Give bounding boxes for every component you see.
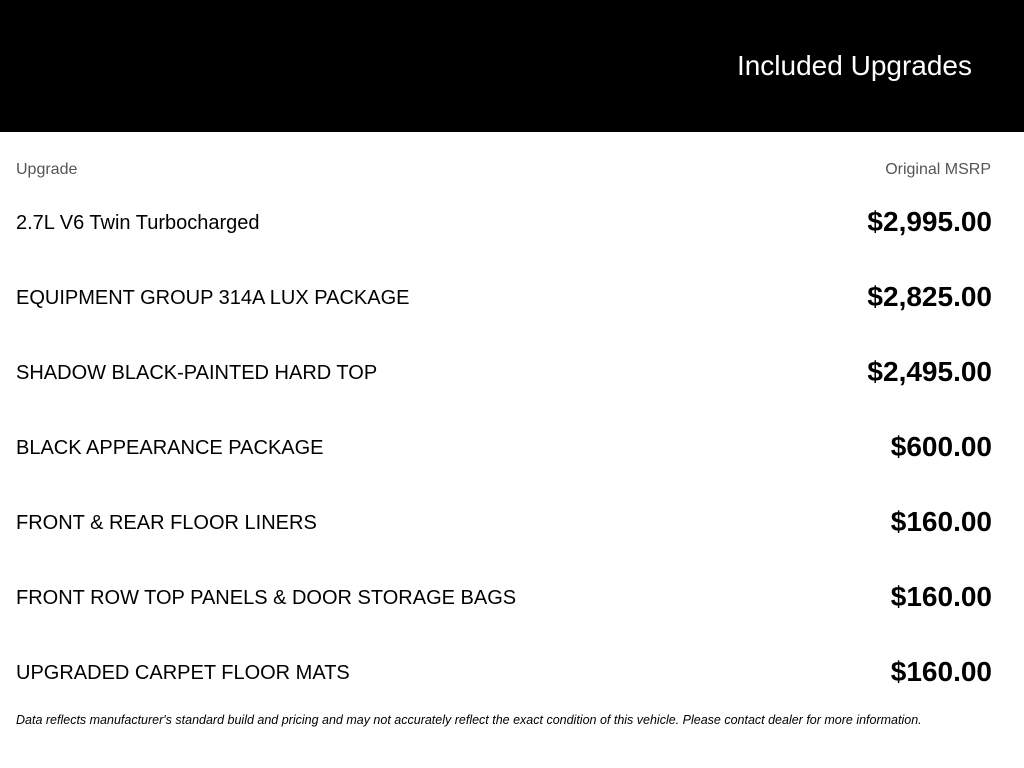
header-banner (0, 0, 1024, 132)
upgrade-name: UPGRADED CARPET FLOOR MATS (16, 662, 350, 684)
disclaimer-text: Data reflects manufacturer's standard build and pricing and may not accurately reflect the exact condition of this vehicle. Please contact dealer for more information. (16, 713, 922, 727)
upgrade-row (0, 635, 1024, 710)
upgrade-price: $160.00 (890, 656, 992, 687)
page-title: Included Upgrades (736, 50, 972, 81)
upgrade-price: $600.00 (890, 431, 992, 462)
upgrade-name: BLACK APPEARANCE PACKAGE (16, 437, 324, 459)
upgrade-row (0, 410, 1024, 485)
upgrade-row (0, 560, 1024, 635)
upgrade-name: FRONT & REAR FLOOR LINERS (16, 512, 317, 534)
upgrade-row (0, 185, 1024, 260)
upgrade-price: $160.00 (890, 581, 992, 612)
upgrade-row (0, 485, 1024, 560)
upgrade-price: $2,825.00 (867, 281, 992, 312)
upgrade-row (0, 260, 1024, 335)
upgrade-name: 2.7L V6 Twin Turbocharged (16, 212, 260, 234)
upgrade-price: $160.00 (890, 506, 992, 537)
upgrades-list (0, 185, 1024, 710)
column-header-msrp: Original MSRP (885, 161, 991, 178)
upgrade-name: SHADOW BLACK-PAINTED HARD TOP (16, 362, 378, 384)
upgrade-row (0, 335, 1024, 410)
upgrade-price: $2,995.00 (867, 206, 992, 237)
upgrade-name: FRONT ROW TOP PANELS & DOOR STORAGE BAGS (16, 587, 517, 609)
upgrade-name: EQUIPMENT GROUP 314A LUX PACKAGE (16, 287, 410, 309)
upgrade-price: $2,495.00 (867, 356, 992, 387)
column-header-upgrade: Upgrade (16, 161, 78, 178)
